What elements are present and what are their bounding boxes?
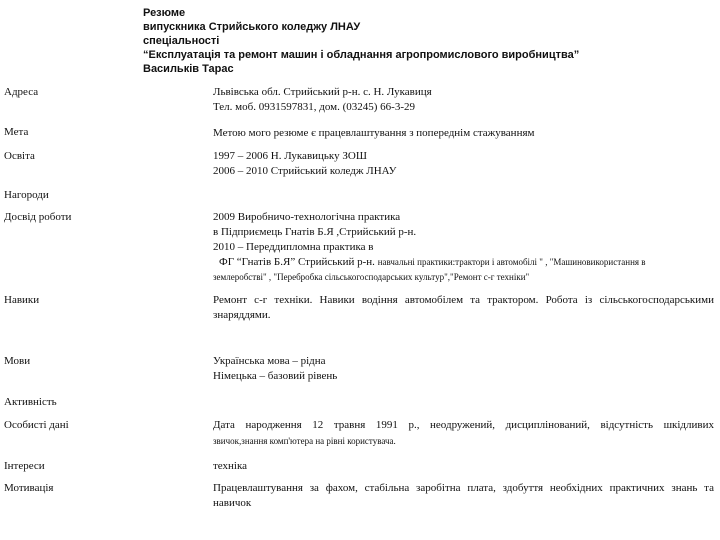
languages-label: Мови (4, 355, 31, 367)
activity-label: Активність (4, 396, 57, 408)
skills-value (213, 293, 714, 323)
applicant-name: Васильків Тарас (143, 63, 234, 75)
awards-label: Нагороди (4, 189, 49, 201)
experience-practices: навчальні практики:трактори і автомобілі " , "Машиновикористання в (377, 257, 646, 267)
language-german: Німецька – базовий рівень (213, 370, 338, 382)
resume-title: Резюме (143, 7, 186, 19)
specialty-label: спеціальності (143, 35, 220, 47)
interests-label: Інтереси (4, 460, 45, 472)
interests-text: техніка (213, 460, 248, 472)
motivation-text: Працевлаштування за фахом, стабільна заробітна плата, здобуття необхідних практичних знань та навичок (213, 482, 714, 509)
goal-label: Мета (4, 126, 29, 138)
specialty-name: “Експлуатація та ремонт машин і обладнання агропромислового виробництва” (143, 49, 580, 61)
resume-subtitle: випускника Стрийського коледжу ЛНАУ (143, 21, 361, 33)
education-value (213, 149, 714, 179)
experience-line-4 (213, 255, 714, 270)
experience-farm: ФГ “Гнатів Б.Я” Стрийський р-н. (219, 256, 375, 268)
personal-label: Особисті дані (4, 419, 69, 431)
education-label: Освіта (4, 150, 35, 162)
languages-value (213, 354, 714, 384)
personal-value (213, 418, 714, 447)
resume-header (143, 6, 579, 76)
personal-line-2: звичок,знання комп'ютера на рівні користувача. (213, 436, 396, 446)
experience-line-2: в Підприємець Гнатів Б.Я ,Стрийський р-н. (213, 226, 417, 238)
education-college: 2006 – 2010 Стрийський коледж ЛНАУ (213, 165, 397, 177)
goal-text: Метою мого резюме є працевлаштування з попереднім стажуванням (213, 127, 535, 139)
skills-text: Ремонт с-г техніки. Навики водіння автомобілем та трактором. Робота із сільськогосподарськими знаряддями. (213, 294, 714, 321)
address-value (213, 85, 714, 115)
motivation-value (213, 481, 714, 511)
address-label: Адреса (4, 86, 39, 98)
skills-label: Навики (4, 294, 40, 306)
motivation-label: Мотивація (4, 482, 54, 494)
experience-line-5: землеробстві" , "Перебробка сільськогосподарських культур","Ремонт с-г техніки" (213, 272, 530, 282)
experience-line-1: 2009 Виробничо-технологічна практика (213, 211, 401, 223)
experience-line-3: 2010 – Переддипломна практика в (213, 241, 374, 253)
experience-label: Досвід роботи (4, 211, 72, 223)
interests-value (213, 459, 714, 474)
experience-value (213, 210, 714, 283)
phone-line: Тел. моб. 0931597831, дом. (03245) 66-3-29 (213, 101, 415, 113)
education-school: 1997 – 2006 Н. Лукавицьку ЗОШ (213, 150, 367, 162)
personal-line-1: Дата народження 12 травня 1991 р., неодружений, дисциплінований, відсутність шкідливих (213, 419, 714, 431)
address-line: Львівська обл. Стрийський р-н. с. Н. Лукавиця (213, 86, 432, 98)
goal-value (213, 126, 714, 141)
language-native: Українська мова – рідна (213, 355, 326, 367)
